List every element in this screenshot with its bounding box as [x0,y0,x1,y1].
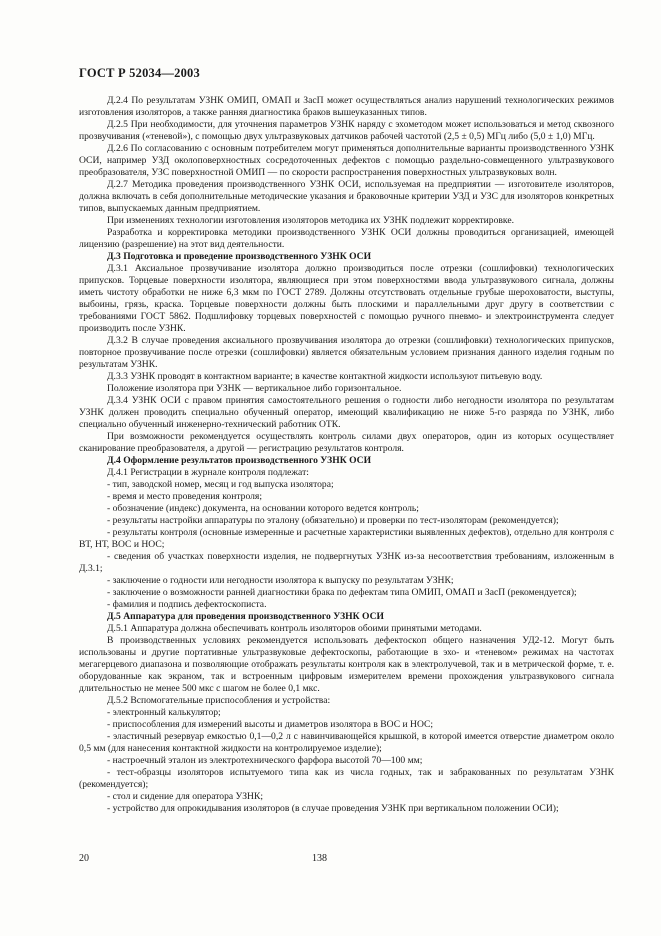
list-item: - заключение о возможности ранней диагностики брака по дефектам типа ОМИП, ОМАП и ЗасП (рекомендуется); [107,587,577,598]
list-item: - фамилия и подпись дефектоскописта. [107,599,267,610]
section-heading: Д.3 Подготовка и проведение производственного УЗНК ОСИ [107,251,372,262]
paragraph: Д.3.1 Аксиальное прозвучивание изолятора должно производиться после отрезки (сошлифовки) технологических припусков. Торцевые поверхности изолятора, являющиеся при этом поверхностями ввода ультразвукового сигнала, должны иметь чистоту обработки не ниже 6,3 мкм по ГОСТ 2789. Должны отсутствовать отдельные грубые шероховатости, выступы, выбоины, грязь, краска. Торцевые поверхности должны быть плоскими и параллельными друг другу в соответствии с требованиями ГОСТ 5862. Подшлифовку торцевых поверхностей с помощью ручного пневмо- и электроинструмента следует производить после УЗНК. [79,263,614,334]
paragraph: Д.4.1 Регистрации в журнале контроля подлежат: [107,467,309,478]
list-item: - стол и сидение для оператора УЗНК; [107,791,264,802]
paragraph: При изменениях технологии изготовления изоляторов методика их УЗНК подлежит корректировке. [107,215,515,226]
section-heading: Д.5 Аппаратура для проведения производственного УЗНК ОСИ [107,611,384,622]
page-number-center: 138 [312,853,327,864]
list-item: - настроечный эталон из электротехнического фарфора высотой 70—100 мм; [107,755,423,766]
list-item: - время и место проведения контроля; [107,491,262,502]
list-item: - тип, заводской номер, месяц и год выпуска изолятора; [107,479,334,490]
list-item: - заключение о годности или негодности изолятора к выпуску по результатам УЗНК; [107,575,454,586]
document-body [79,95,614,815]
list-item: - результаты контроля (основные измеренные и расчетные характеристики выявленных дефектов), отдельно для контроля с ВТ, НТ, ВОС и НОС; [79,527,614,550]
paragraph: Разработка и корректировка методики производственного УЗНК ОСИ должны проводиться организацией, имеющей лицензию (разрешение) на этот вид деятельности. [79,227,614,250]
paragraph: Д.2.7 Методика проведения производственного УЗНК ОСИ, используемая на предприятии — изготовителе изоляторов, должна включать в себя дополнительные методические указания и браковочные критерии УЗД и УЗС для изоляторов конкретных типов, выпускаемых данным предприятием. [79,179,614,214]
list-item: - эластичный резервуар емкостью 0,1—0,2 л с навинчивающейся крышкой, в которой имеется отверстие диаметром около 0,5 мм (для нанесения контактной жидкости на контролируемое изделие); [79,731,614,754]
paragraph: Д.5.2 Вспомогательные приспособления и устройства: [107,695,331,706]
paragraph: В производственных условиях рекомендуется использовать дефектоскоп общего назначения УД2-12. Могут быть использованы и другие портативные ультразвуковые дефектоскопы, работающие в эхо- и «теневом» режимах на частотах мегагерцевого диапазона и позволяющие отображать результаты контроля как в электролучевой, так и в метрической форме, т. е. оборудованные как экраном, так и встроенным цифровым измерителем времени прохождения ультразвукового сигнала длительностью не менее 500 мкс с шагом не более 0,1 мкс. [79,635,614,694]
page-header-title: ГОСТ Р 52034—2003 [79,66,200,80]
list-item: - электронный калькулятор; [107,707,221,718]
paragraph: Д.5.1 Аппаратура должна обеспечивать контроль изоляторов обоими принятыми методами. [107,623,482,634]
paragraph: Д.2.6 По согласованию с основным потребителем могут применяться дополнительные варианты производственного УЗНК ОСИ, например УЗД околоповерхностных сосредоточенных дефектов с помощью раздельно-совмещенного ультразвукового преобразователя, УЗС поверхностной ОМИП — по скорости распространения поверхностных ультразвуковых волн. [79,143,614,178]
list-item: - приспособления для измерений высоты и диаметров изолятора в ВОС и НОС; [107,719,434,730]
paragraph: Д.3.4 УЗНК ОСИ с правом принятия самостоятельного решения о годности либо негодности изолятора по результатам УЗНК должен проводить специально обученный оператор, имеющий квалификацию не ниже 5-го разряда по УЗНК, либо специально обученный инженерно-технический работник ОТК. [79,395,614,430]
paragraph: Д.3.3 УЗНК проводят в контактном варианте; в качестве контактной жидкости используют питьевую воду. [107,371,543,382]
section-heading: Д.4 Оформление результатов производственного УЗНК ОСИ [107,455,372,466]
paragraph: Положение изолятора при УЗНК — вертикальное либо горизонтальное. [107,383,402,394]
list-item: - результаты настройки аппаратуры по эталону (обязательно) и проверки по тест-изоляторам (рекомендуется); [107,515,559,526]
list-item: - тест-образцы изоляторов испытуемого типа как из числа годных, так и забракованных по результатам УЗНК (рекомендуется); [79,767,614,790]
paragraph: Д.2.5 При необходимости, для уточнения параметров УЗНК наряду с эхометодом может использоваться и метод сквозного прозвучивания («теневой»), с помощью двух ультразвуковых датчиков рабочей частотой (2,5 ± 0,5) МГц либо (5,0 ± 1,0) МГц. [79,119,614,142]
list-item: - сведения об участках поверхности изделия, не подвергнутых УЗНК из-за несоответствия требованиям, изложенным в Д.3.1; [79,551,614,574]
list-item: - обозначение (индекс) документа, на основании которого ведется контроль; [107,503,419,514]
list-item: - устройство для опрокидывания изоляторов (в случае проведения УЗНК при вертикальном положении ОСИ); [107,803,559,814]
paragraph: При возможности рекомендуется осуществлять контроль силами двух операторов, один из которых осуществляет сканирование преобразователя, а другой — регистрацию результатов контроля. [79,431,614,454]
paragraph: Д.3.2 В случае проведения аксиального прозвучивания изолятора до отрезки (сошлифовки) технологических припусков, повторное прозвучивание после отрезки (сошлифовки) является обязательным условием признания данного изделия годным по результатам УЗНК. [79,335,614,370]
paragraph: Д.2.4 По результатам УЗНК ОМИП, ОМАП и ЗасП может осуществляться анализ нарушений технологических режимов изготовления изоляторов, а также ранняя диагностика браков вышеуказанных типов. [79,95,614,118]
page-number-left: 20 [79,853,89,864]
